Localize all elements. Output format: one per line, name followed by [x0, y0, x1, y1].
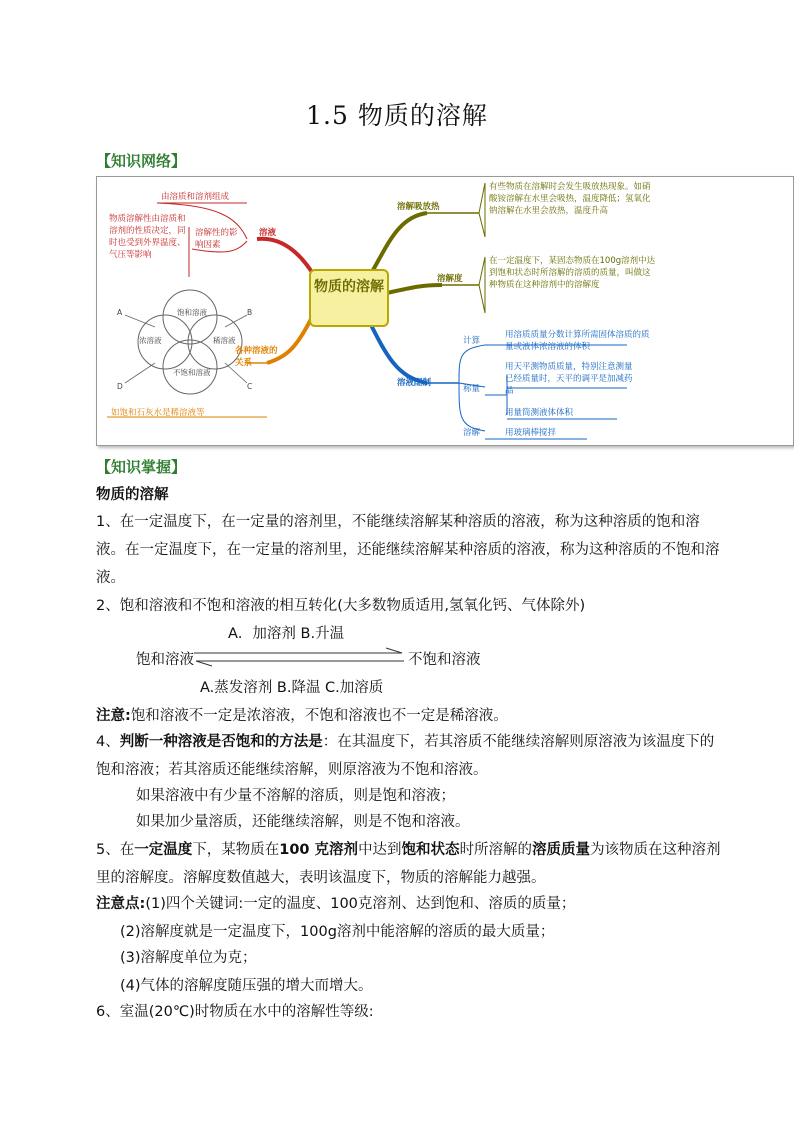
prep-dissolve: 溶解	[463, 428, 481, 438]
p1-line2: 液。在一定温度下，在一定量的溶剂里，还能继续溶解某种溶质的溶液，称为这种溶质的不饱和溶	[96, 542, 720, 558]
venn-saturated: 饱和溶液	[177, 308, 207, 317]
p4-num: 4、	[96, 734, 120, 750]
center-node-label: 物质的溶解	[314, 279, 384, 295]
p5-line1	[96, 838, 721, 859]
p1-line3: 液。	[96, 570, 125, 586]
p4-line3: 如果溶液中有少量不溶解的溶质，则是饱和溶液；	[136, 788, 455, 804]
relation-example: 如饱和石灰水是稀溶液等	[111, 408, 205, 418]
venn-label-a: A	[117, 308, 123, 317]
p2: 2、饱和溶液和不饱和溶液的相互转化(大多数物质适用,氢氧化钙、气体除外)	[96, 598, 586, 614]
p5-h: 溶质质量	[532, 842, 591, 858]
prep-calc: 计算	[463, 336, 481, 346]
branch-relation: 各种溶液的关系	[235, 346, 278, 368]
notes-3: (3)溶解度单位为克；	[120, 950, 257, 966]
center-node	[309, 269, 389, 327]
p5-f: 饱和状态	[401, 842, 460, 858]
p4-line4: 如果加少量溶质，还能继续溶解，则是不饱和溶液。	[136, 814, 470, 830]
branch-solution: 溶液	[259, 228, 277, 238]
p5-g: 时所溶解的	[459, 842, 533, 858]
section-knowledge-mastery: 【知识掌握】	[96, 458, 187, 476]
notes-4: (4)气体的溶解度随压强的增大而增大。	[120, 978, 373, 994]
p5-c: 下，某物质在	[192, 842, 280, 858]
branch-heat: 溶解吸放热	[397, 202, 440, 212]
notes-line1	[96, 892, 575, 913]
p4-bold: 判断一种溶液是否饱和的方法是	[119, 734, 323, 750]
notes-2: (2)溶解度就是一定温度下，100g溶剂中能溶解的溶质的最大质量；	[120, 924, 555, 940]
branch-solubility: 溶解度	[437, 274, 463, 284]
venn-label-b: B	[247, 308, 253, 317]
venn-label-c: C	[247, 382, 253, 391]
conversion-top-label: A．加溶剂 B.升温	[228, 626, 345, 642]
body-heading: 物质的溶解	[96, 487, 169, 503]
section-knowledge-network: 【知识网络】	[96, 152, 187, 170]
conversion-arrows	[192, 646, 406, 668]
prep-calc-desc: 用溶质质量分数计算所需固体溶质的质量或液体浓溶液的体积	[505, 330, 650, 352]
solubility-factors-desc: 物质溶解性由溶质和溶剂的性质决定，同时也受到外界温度、气压等影响	[109, 214, 186, 260]
conversion-left: 饱和溶液	[136, 652, 194, 668]
note-label: 注意:	[96, 708, 131, 724]
solubility-factors-node: 溶解性的影响因素	[195, 228, 238, 250]
solution-composition: 由溶质和溶剂组成	[161, 192, 230, 202]
venn-unsaturated: 不饱和溶液	[173, 368, 211, 377]
p5-i: 为该物质在这种溶剂	[590, 842, 721, 858]
p5-d: 100 克溶剂	[279, 842, 359, 858]
heat-desc: 有些物质在溶解时会发生吸放热现象。如硝酸铵溶解在水里会吸热，温度降低；氢氧化钠溶解在水里会放热，温度升高	[489, 182, 651, 216]
conversion-bottom-label: A.蒸发溶剂 B.降温 C.加溶质	[200, 680, 384, 696]
notes-label: 注意点:	[96, 896, 146, 912]
note-1	[96, 704, 508, 725]
prep-dissolve-desc: 用玻璃棒搅拌	[505, 428, 557, 438]
prep-weigh: 称量	[463, 384, 481, 394]
venn-dilute: 稀溶液	[213, 336, 236, 345]
branch-preparation: 溶液配制	[397, 378, 432, 388]
note-text: 饱和溶液不一定是浓溶液，不饱和溶液也不一定是稀溶液。	[130, 708, 508, 724]
page-title: 1.5 物质的溶解	[306, 101, 488, 130]
p5-b: 一定温度	[134, 842, 193, 858]
mind-map	[96, 176, 794, 446]
notes-1: (1)四个关键词:一定的温度、100克溶剂、达到饱和、溶质的质量；	[145, 896, 576, 912]
p5-e: 中达到	[358, 842, 402, 858]
p5-a: 5、在	[96, 842, 135, 858]
prep-weigh-desc2: 用量筒测液体体积	[505, 408, 574, 418]
p5-line2: 里的溶解度。溶解度数值越大，表明该温度下，物质的溶解能力越强。	[96, 870, 546, 886]
prep-weigh-desc1: 用天平测物质质量，特别注意测量已经质量时，天平的调平是加减药品	[505, 362, 633, 396]
p6: 6、室温(20℃)时物质在水中的溶解性等级:	[96, 1004, 374, 1020]
solubility-desc: 在一定温度下，某固态物质在100g溶剂中达到饱和状态时所溶解的溶质的质量，叫做这种物质在这种溶剂中的溶解度	[489, 256, 656, 290]
p1-line1: 1、在一定温度下，在一定量的溶剂里，不能继续溶解某种溶质的溶液，称为这种溶质的饱和溶	[96, 514, 700, 530]
p4-line1	[96, 730, 714, 751]
venn-label-d: D	[117, 382, 123, 391]
venn-concentrated: 浓溶液	[139, 336, 162, 345]
p4-rest: ：在其温度下，若其溶质不能继续溶解则原溶液为该温度下的	[322, 734, 715, 750]
p4-line2: 饱和溶液；若其溶质还能继续溶解，则原溶液为不饱和溶液。	[96, 762, 488, 778]
conversion-right: 不饱和溶液	[408, 652, 481, 668]
